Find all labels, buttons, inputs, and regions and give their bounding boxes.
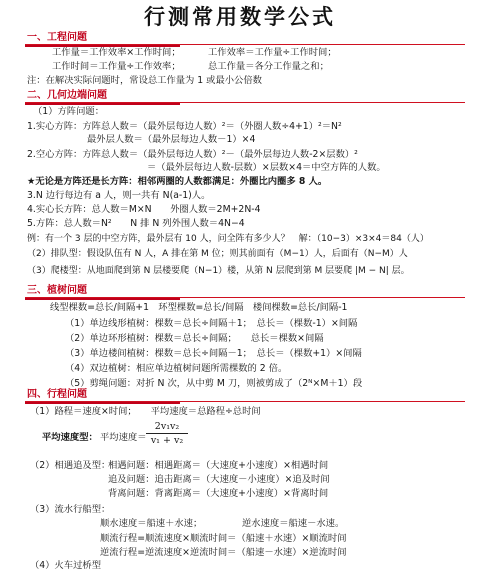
s2-line-8: 5.方阵：总人数＝N² N 排 N 列外围人数＝4N−4 bbox=[27, 218, 245, 229]
s2-line-1: 1.实心方阵：方阵总人数＝（最外层每边人数）²＝（外圈人数÷4+1）²＝N² bbox=[27, 121, 342, 132]
s2-line-9: 例：有一个 3 层的中空方阵，最外层有 10 人，问全阵有多少人？ 解：（10−3）×3×4＝84（人） bbox=[27, 234, 429, 244]
s2-line-2: 最外层人数＝（最外层每边人数－1）×4 bbox=[87, 134, 256, 145]
page-title: 行测常用数学公式 bbox=[144, 5, 336, 29]
s4-line-8: 逆流行程=逆流速度×逆流时间＝（船速－水速）×逆流时间 bbox=[100, 547, 347, 558]
s3-line-6: （5）剪绳问题：对折 N 次，从中剪 M 刀，则被剪成了（2ᴺ×M＋1）段 bbox=[65, 378, 363, 389]
s4-line-7: 顺流行程=顺流速度×顺流时间＝（船速＋水速）×顺流时间 bbox=[100, 533, 347, 544]
s4-line-3: 追及问题：追击距离＝（大速度－小速度）×追及时间 bbox=[108, 474, 330, 485]
s3-line-3: （2）单边环形植树：棵数＝总长÷间隔； 总长＝棵数×间隔 bbox=[65, 333, 324, 344]
s2-line-5: ★无论是方阵还是长方阵：相邻两圈的人数都满足：外圈比内圈多 8 人。 bbox=[27, 176, 328, 187]
s2-line-7: 4.实心长方阵：总人数＝M×N 外圈人数＝2M+2N-4 bbox=[27, 204, 261, 215]
s4-avg-label: 平均速度型： bbox=[42, 432, 98, 443]
s2-line-3: 2.空心方阵：方阵总人数＝（最外层每边人数）²－（最外层每边人数-2×层数）² bbox=[27, 149, 358, 160]
s4-line-9: （4）火车过桥型 bbox=[30, 560, 101, 571]
s2-line-6: 3.N 边行每边有 a 人，则一共有 N(a-1)人。 bbox=[27, 190, 211, 201]
section-2-heading: 二、几何边端问题 bbox=[25, 89, 180, 105]
avg-speed-fraction bbox=[146, 421, 188, 446]
s2-line-11: （3）爬楼型：从地面爬到第 N 层楼要爬（N−1）楼，从第 N 层爬到第 M 层要爬 |M − N| 层。 bbox=[27, 266, 410, 276]
s3-line-5: （4）双边植树：相应单边植树问题所需棵数的 2 倍。 bbox=[65, 363, 288, 374]
fraction-denominator: v₁ + v₂ bbox=[150, 435, 184, 446]
s4-line-4: 背离问题：背离距离＝（大速度+小速度）×背离时间 bbox=[108, 488, 329, 499]
s1-line-1b: 工作效率＝工作量÷工作时间； bbox=[208, 47, 337, 58]
s4-avg-eq: 平均速度＝ bbox=[100, 432, 147, 443]
s4-line-6b: 逆水速度＝船速－水速。 bbox=[242, 518, 345, 529]
s4-line-2b: 相遇问题：相遇距离＝（大速度+小速度）×相遇时间 bbox=[108, 460, 329, 471]
s4-line-6a: 顺水速度＝船速＋水速； bbox=[100, 518, 203, 529]
s1-line-1a: 工作量＝工作效率×工作时间； bbox=[52, 47, 181, 58]
s3-line-2: （1）单边线形植树：棵数＝总长÷间隔＋1； 总长＝（棵数-1）×间隔 bbox=[65, 318, 358, 329]
s1-line-2a: 工作时间＝工作量÷工作效率； bbox=[52, 61, 181, 72]
s4-line-2a: （2）相遇追及型： bbox=[30, 460, 111, 471]
fraction-numerator: 2v₁v₂ bbox=[154, 421, 180, 432]
section-3-heading: 三、植树问题 bbox=[25, 284, 180, 300]
s4-line-5: （3）流水行船型： bbox=[30, 504, 111, 515]
s2-sub-1: （1）方阵问题： bbox=[33, 106, 104, 117]
s1-note: 注：在解决实际问题时，常设总工作量为 1 或最小公倍数 bbox=[27, 75, 262, 86]
section-4-heading: 四、行程问题 bbox=[25, 388, 180, 404]
s3-line-1: 线型棵数=总长/间隔+1 环型棵数=总长/间隔 楼间棵数=总长/间隔-1 bbox=[50, 302, 348, 313]
s4-line-1: （1）路程＝速度×时间； 平均速度＝总路程÷总时间 bbox=[30, 406, 261, 417]
s2-line-4: ＝（最外层每边人数-层数）×层数×4＝中空方阵的人数。 bbox=[147, 162, 386, 173]
s1-line-2b: 总工作量＝各分工作量之和； bbox=[208, 61, 329, 72]
fraction-bar bbox=[146, 433, 188, 434]
s3-line-4: （3）单边楼间植树：棵数＝总长÷间隔－1； 总长＝（棵数+1）×间隔 bbox=[65, 348, 362, 359]
section-1-heading: 一、工程问题 bbox=[25, 31, 180, 47]
s2-line-10: （2）排队型：假设队伍有 N 人，A 排在第 M 位；则其前面有（M−1）人，后面有（N−M）人 bbox=[27, 249, 408, 259]
